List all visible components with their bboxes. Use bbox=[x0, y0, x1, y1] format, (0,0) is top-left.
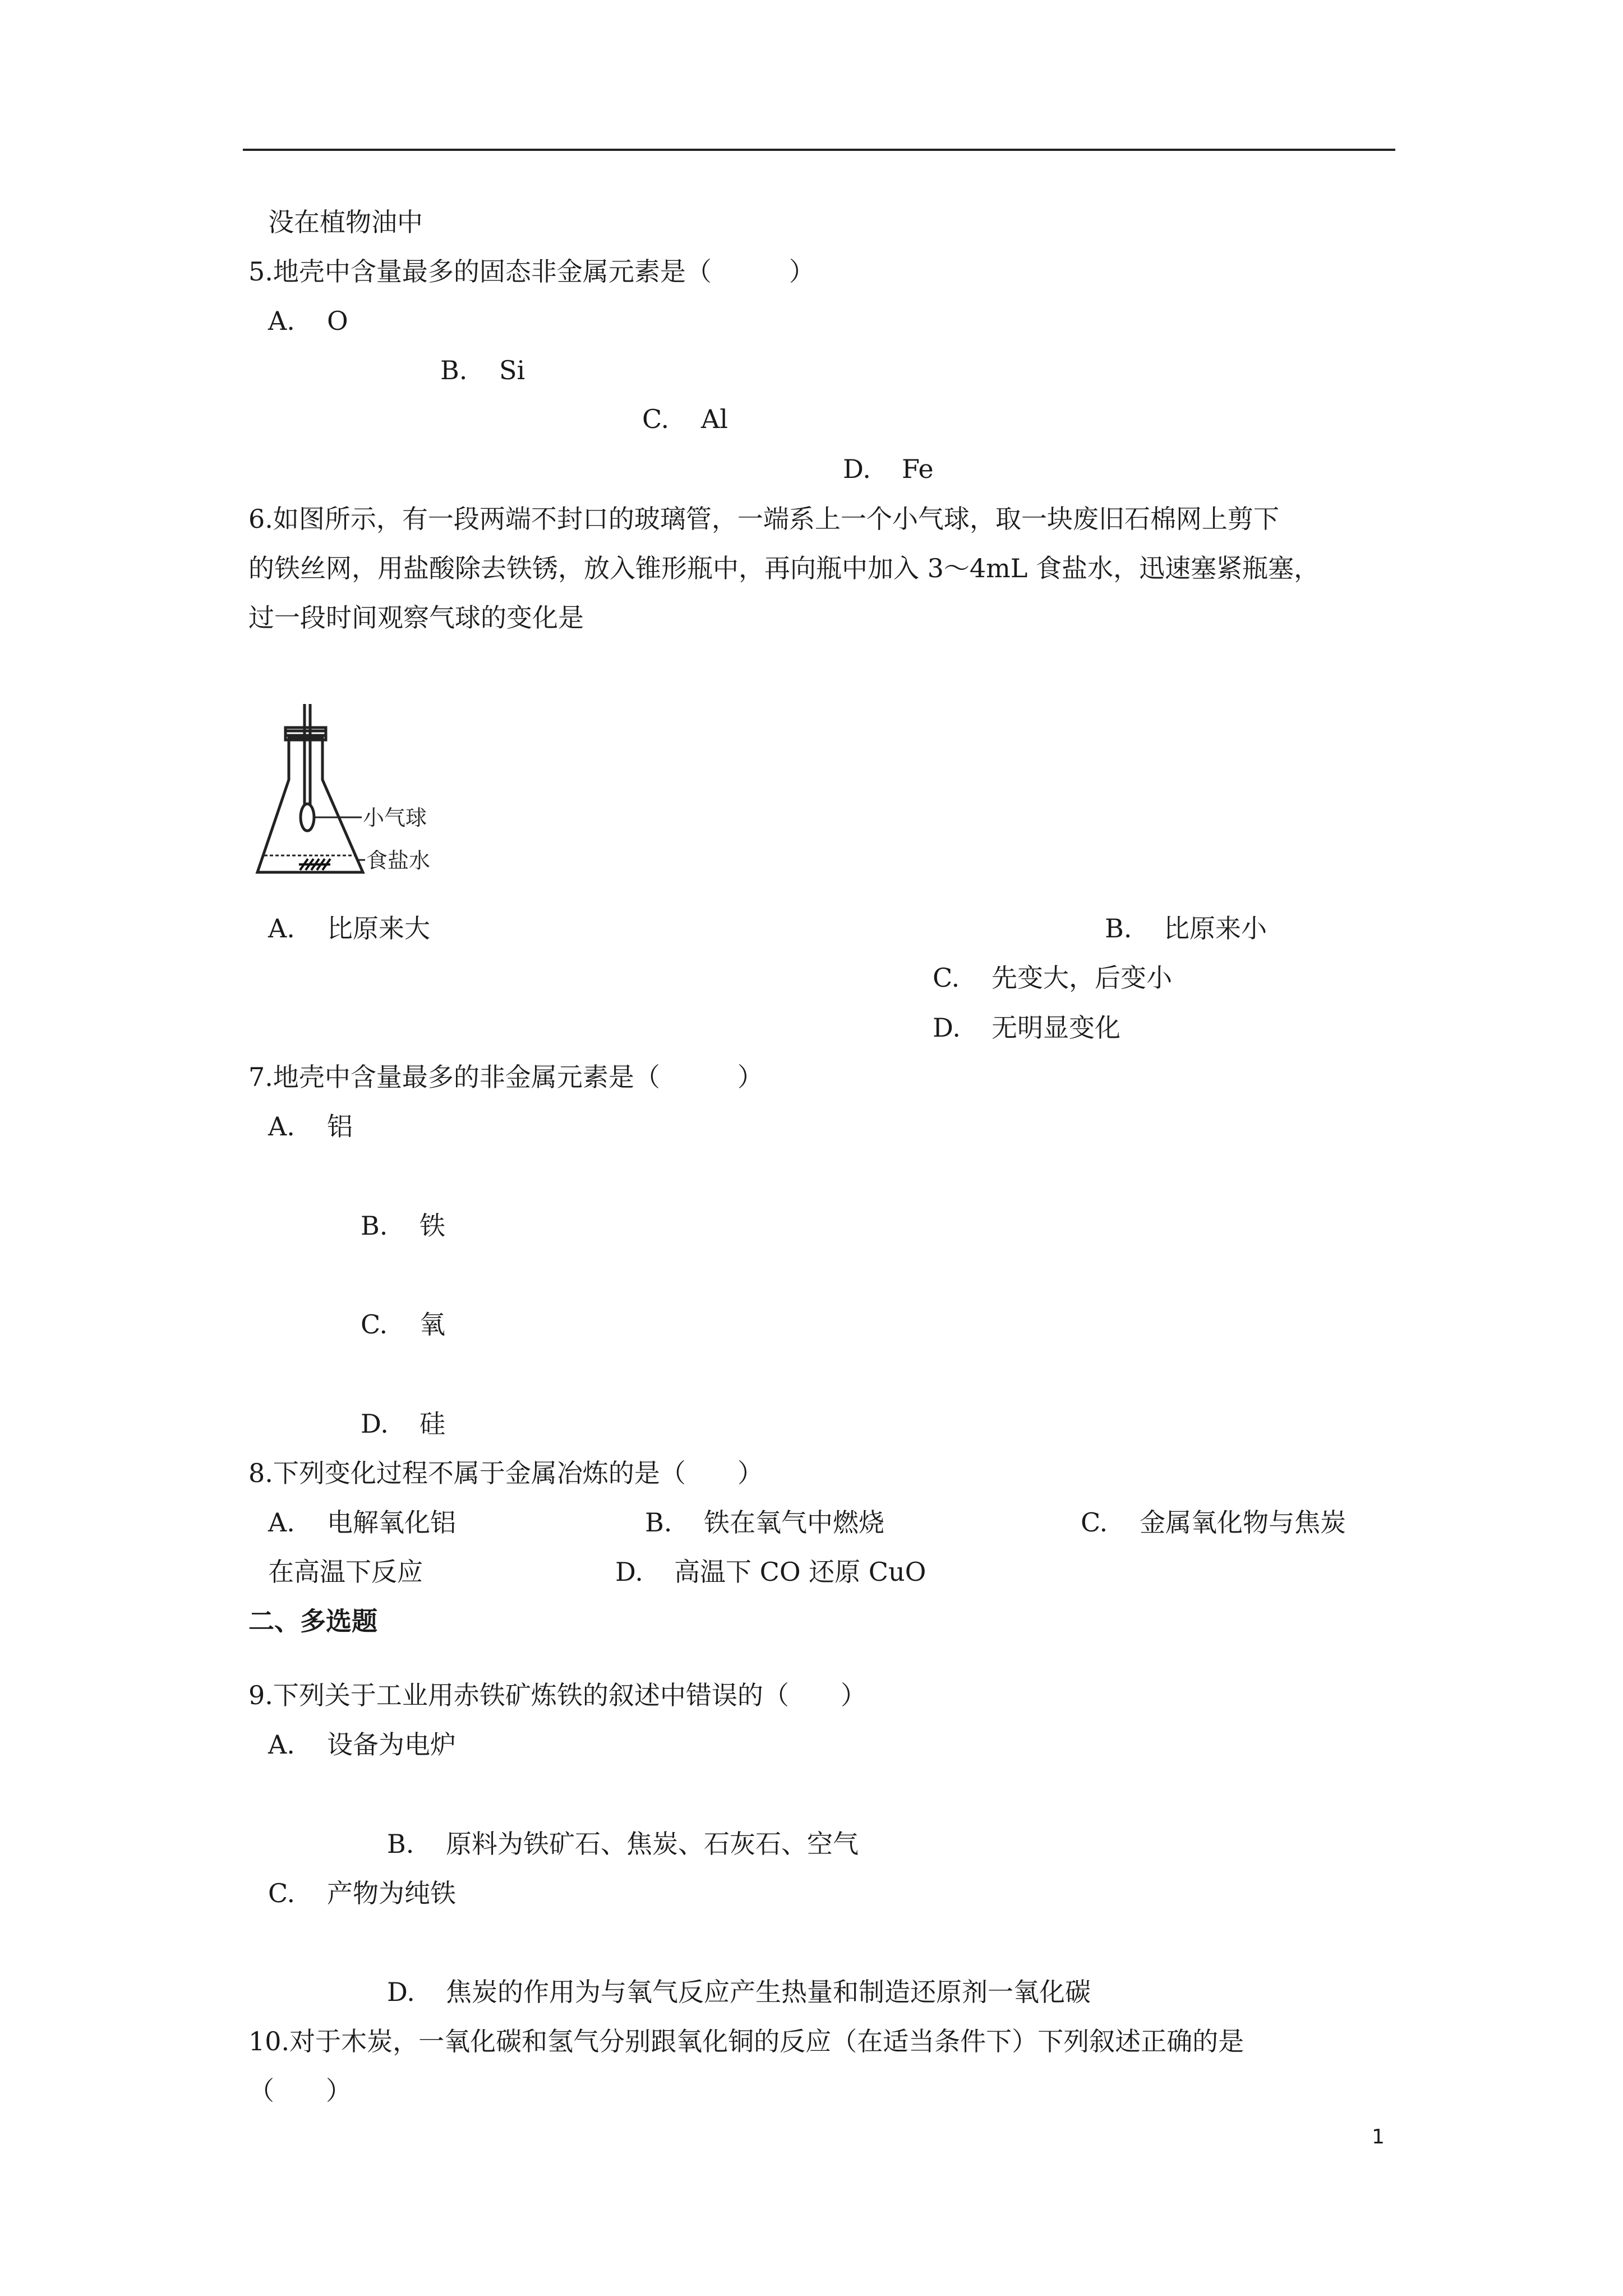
q5-option-b[interactable] bbox=[440, 353, 525, 387]
q8-option-d-label: D. bbox=[615, 1557, 643, 1587]
question-6-stem-line1: 6.如图所示，有一段两端不封口的玻璃管，一端系上一个小气球，取一块废旧石棉网上剪下 bbox=[248, 504, 1279, 534]
q7-option-b-text: 铁 bbox=[419, 1211, 445, 1241]
page-number: 1 bbox=[1372, 2125, 1385, 2148]
question-9-stem: 9.下列关于工业用赤铁矿炼铁的叙述中错误的（ ） bbox=[248, 1680, 866, 1710]
q6-option-c-label: C. bbox=[933, 963, 960, 993]
q8-option-b-text: 铁在氧气中燃烧 bbox=[704, 1507, 884, 1538]
q5-option-d-label: D. bbox=[843, 454, 871, 484]
q6-option-c[interactable] bbox=[933, 961, 1172, 995]
q9-option-b[interactable] bbox=[387, 1827, 859, 1861]
flask-balloon-diagram bbox=[250, 704, 451, 889]
q9-option-b-text: 原料为铁矿石、焦炭、石灰石、空气 bbox=[446, 1829, 859, 1859]
q6-option-b-text: 比原来小 bbox=[1164, 913, 1267, 944]
header-rule bbox=[243, 149, 1395, 151]
q9-option-d[interactable] bbox=[387, 1975, 1091, 2009]
q6-option-a-text: 比原来大 bbox=[327, 913, 430, 944]
q8-option-c-text: 金属氧化物与焦炭 bbox=[1140, 1507, 1346, 1538]
q6-option-a-label: A. bbox=[268, 913, 295, 944]
q6-option-b[interactable] bbox=[1105, 912, 1267, 945]
q9-option-c-text: 产物为纯铁 bbox=[327, 1878, 456, 1908]
q6-option-a[interactable] bbox=[268, 912, 430, 945]
q7-option-a[interactable] bbox=[268, 1110, 353, 1143]
balloon bbox=[301, 804, 314, 831]
question-6-stem-line2: 的铁丝网，用盐酸除去铁锈，放入锥形瓶中，再向瓶中加入 3～4mL 食盐水，迅速塞紧瓶塞， bbox=[248, 553, 1320, 583]
q7-option-a-label: A. bbox=[268, 1111, 295, 1142]
q5-option-a-label: A. bbox=[268, 306, 295, 336]
q6-option-d-label: D. bbox=[933, 1013, 961, 1043]
q8-option-d[interactable] bbox=[615, 1555, 926, 1589]
q8-option-a-text: 电解氧化铝 bbox=[327, 1507, 456, 1538]
question-7-stem: 7.地壳中含量最多的非金属元素是（ ） bbox=[248, 1062, 763, 1092]
q5-option-b-label: B. bbox=[440, 355, 468, 385]
q5-option-d[interactable] bbox=[843, 452, 934, 486]
q5-option-d-text: Fe bbox=[902, 454, 934, 484]
q6-option-d-text: 无明显变化 bbox=[992, 1013, 1121, 1043]
q7-option-a-text: 铝 bbox=[327, 1111, 353, 1142]
q7-option-c[interactable] bbox=[361, 1308, 445, 1341]
continued-text: 没在植物油中 bbox=[268, 207, 423, 237]
section-heading-multiple-choice: 二、多选题 bbox=[248, 1606, 377, 1636]
q8-option-b[interactable] bbox=[645, 1506, 884, 1539]
q6-option-d[interactable] bbox=[933, 1011, 1121, 1045]
question-5-stem: 5.地壳中含量最多的固态非金属元素是（ ） bbox=[248, 256, 815, 287]
q9-option-a[interactable] bbox=[268, 1728, 456, 1761]
q7-option-c-label: C. bbox=[361, 1309, 388, 1340]
q8-option-d-text: 高温下 CO 还原 CuO bbox=[674, 1557, 926, 1587]
question-6-stem-line3: 过一段时间观察气球的变化是 bbox=[248, 602, 584, 633]
q8-option-c-continued: 在高温下反应 bbox=[268, 1557, 423, 1587]
q8-option-c-label: C. bbox=[1081, 1507, 1108, 1538]
q8-option-b-label: B. bbox=[645, 1507, 672, 1538]
q8-option-c[interactable] bbox=[1081, 1506, 1346, 1539]
q7-option-d[interactable] bbox=[361, 1407, 445, 1441]
q8-option-a-label: A. bbox=[268, 1507, 295, 1538]
question-10-stem-line1: 10.对于木炭，一氧化碳和氢气分别跟氧化铜的反应（在适当条件下）下列叙述正确的是 bbox=[248, 2026, 1244, 2056]
q9-option-a-text: 设备为电炉 bbox=[327, 1729, 456, 1760]
q9-option-d-label: D. bbox=[387, 1977, 415, 2007]
q5-option-c-label: C. bbox=[642, 404, 670, 434]
q9-option-b-label: B. bbox=[387, 1829, 414, 1859]
q9-option-c-label: C. bbox=[268, 1878, 296, 1908]
q8-option-a[interactable] bbox=[268, 1506, 456, 1539]
q7-option-b-label: B. bbox=[361, 1211, 388, 1241]
q5-option-a-text: O bbox=[327, 306, 348, 336]
q7-option-c-text: 氧 bbox=[419, 1309, 445, 1340]
q7-option-d-label: D. bbox=[361, 1409, 389, 1439]
q9-option-c[interactable] bbox=[268, 1876, 456, 1910]
q6-option-b-label: B. bbox=[1105, 913, 1132, 944]
question-8-stem: 8.下列变化过程不属于金属冶炼的是（ ） bbox=[248, 1458, 763, 1488]
q5-option-c-text: Al bbox=[701, 404, 728, 434]
q6-option-c-text: 先变大，后变小 bbox=[992, 963, 1172, 993]
balloon-label: 小气球 bbox=[363, 806, 427, 830]
q9-option-d-text: 焦炭的作用为与氧气反应产生热量和制造还原剂一氧化碳 bbox=[446, 1977, 1091, 2007]
q5-option-c[interactable] bbox=[642, 402, 728, 436]
salt-water-label: 食盐水 bbox=[366, 848, 431, 873]
q7-option-b[interactable] bbox=[361, 1209, 445, 1243]
q9-option-a-label: A. bbox=[268, 1729, 295, 1760]
q5-option-a[interactable] bbox=[268, 304, 348, 338]
question-10-stem-line2: （ ） bbox=[248, 2076, 352, 2106]
q7-option-d-text: 硅 bbox=[419, 1409, 445, 1439]
iron-mesh bbox=[299, 859, 330, 870]
q5-option-b-text: Si bbox=[499, 355, 525, 385]
